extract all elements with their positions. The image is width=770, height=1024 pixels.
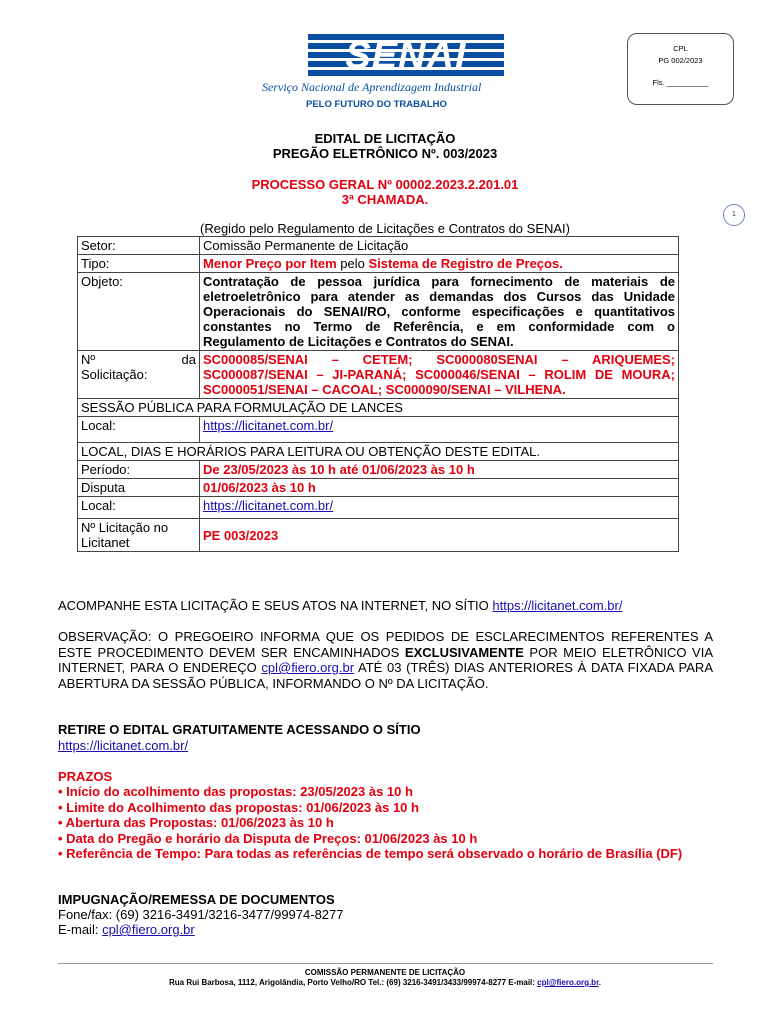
retire-title: RETIRE O EDITAL GRATUITAMENTE ACESSANDO O SÍTIO xyxy=(58,722,421,737)
local1-label: Local: xyxy=(78,417,200,443)
table-row-periodo xyxy=(78,461,679,479)
processo-title: PROCESSO GERAL Nº 00002.2023.2.201.01 xyxy=(251,177,519,192)
solicitacao-label-text: Solicitação: xyxy=(81,367,148,382)
periodo-label: Período: xyxy=(78,461,200,479)
observacao-email-link[interactable]: cpl@fiero.org.br xyxy=(261,660,355,675)
disputa-value: 01/06/2023 às 10 h xyxy=(200,479,679,497)
setor-value: Comissão Permanente de Licitação xyxy=(200,237,679,255)
senai-logo xyxy=(262,34,512,110)
senai-logo-word: SENAI xyxy=(345,35,467,77)
local1-link[interactable]: https://licitanet.com.br/ xyxy=(203,418,334,433)
footer-title: COMISSÃO PERMANENTE DE LICITAÇÃO xyxy=(304,968,466,977)
solicitacao-label-da: da xyxy=(181,352,196,367)
table-row-disputa xyxy=(78,479,679,497)
prazos-list xyxy=(58,784,713,862)
objeto-value: Contratação de pessoa jurídica para fornecimento de materiais de eletroeletrônico para atender as demandas dos Cursos das Unidade Operacionais do SENAI/RO, conforme especificações e quantitativos constantes no Termo de Referência, e em conformidade com o Regulamento de Licitações e Contratos do SENAI. xyxy=(200,273,679,351)
regido-note: (Regido pelo Regulamento de Licitações e Contratos do SENAI) xyxy=(200,221,570,236)
leitura-header: LOCAL, DIAS E HORÁRIOS PARA LEITURA OU OBTENÇÃO DESTE EDITAL. xyxy=(78,443,679,461)
table-row-sessao-header xyxy=(78,399,679,417)
prazo-item: • Abertura das Propostas: 01/06/2023 às 10 h xyxy=(58,815,334,830)
tipo-connector: pelo xyxy=(336,256,369,271)
impugnacao-email-label: E-mail: xyxy=(58,922,103,937)
table-row-setor xyxy=(78,237,679,255)
table-row-leitura-header xyxy=(78,443,679,461)
observacao-part1: OBSERVAÇÃO: O PREGOEIRO INFORMA QUE OS PEDIDOS DE ESCLARECIMENTOS REFERENTES A ESTE PROCEDIMENTO DEVEM SER ENCAMINHADOS xyxy=(58,629,713,660)
solicitacao-label-no: Nº xyxy=(81,352,96,367)
sessao-header: SESSÃO PÚBLICA PARA FORMULAÇÃO DE LANCES xyxy=(78,399,679,417)
footer-end: . xyxy=(598,978,601,987)
local2-value xyxy=(200,497,679,519)
objeto-label: Objeto: xyxy=(78,273,200,351)
impugnacao-email-line xyxy=(58,922,713,938)
page-number-marker: 1 xyxy=(723,204,745,226)
acompanhe-link[interactable]: https://licitanet.com.br/ xyxy=(492,598,623,613)
licitacao-label: Nº Licitação no Licitanet xyxy=(78,519,200,552)
impugnacao-title: IMPUGNAÇÃO/REMESSA DE DOCUMENTOS xyxy=(58,892,335,907)
cpl-stamp xyxy=(627,33,734,105)
impugnacao-email-link[interactable]: cpl@fiero.org.br xyxy=(102,922,195,937)
prazo-item: • Limite do Acolhimento das propostas: 01/06/2023 às 10 h xyxy=(58,799,419,815)
tipo-label: Tipo: xyxy=(78,255,200,273)
stamp-line-fls: Fls. __________ xyxy=(652,78,709,87)
tipo-menor-preco: Menor Preço por Item xyxy=(203,256,337,271)
local2-label: Local: xyxy=(78,497,200,519)
senai-logo-subtitle: Serviço Nacional de Aprendizagem Industrial xyxy=(262,80,482,94)
local2-link[interactable]: https://licitanet.com.br/ xyxy=(203,498,334,513)
chamada-title: 3ª CHAMADA. xyxy=(341,192,429,207)
table-row-local2 xyxy=(78,497,679,519)
retire-link-line xyxy=(58,738,713,754)
acompanhe-paragraph xyxy=(58,598,713,614)
prazo-item: • Início do acolhimento das propostas: 23/05/2023 às 10 h xyxy=(58,784,413,799)
solicitacao-value: SC000085/SENAI – CETEM; SC000080SENAI – ARIQUEMES; SC000087/SENAI – JI-PARANÁ; SC000046/SENAI – ROLIM DE MOURA; SC000051/SENAI – CACOAL; SC000090/SENAI – VILHENA. xyxy=(200,351,679,399)
stamp-line-pg: PG 002/2023 xyxy=(658,56,703,65)
prazos-title: PRAZOS xyxy=(58,769,113,784)
footer-address-text: Rua Rui Barbosa, 1112, Arigolândia, Porto Velho/RO Tel.: (69) 3216-3491/3433/99974-8277 E-mail: xyxy=(169,978,538,987)
observacao-paragraph xyxy=(58,629,713,691)
impugnacao-fone: Fone/fax: (69) 3216-3491/3216-3477/99974-8277 xyxy=(58,907,344,922)
table-row-local1 xyxy=(78,417,679,443)
footer-email-link[interactable]: cpl@fiero.org.br xyxy=(537,978,599,987)
tipo-value xyxy=(200,255,679,273)
senai-logo-motto: PELO FUTURO DO TRABALHO xyxy=(306,99,447,110)
retire-link[interactable]: https://licitanet.com.br/ xyxy=(58,738,189,753)
table-row-licitacao xyxy=(78,519,679,552)
periodo-value: De 23/05/2023 às 10 h até 01/06/2023 às 10 h xyxy=(200,461,679,479)
observacao-part3: ATÉ 03 (TRÊS) DIAS ANTERIORES À DATA FIXADA PARA ABERTURA DA SESSÃO PÚBLICA, INFORMANDO O Nº DA LICITAÇÃO. xyxy=(58,660,713,691)
senai-logo-mark xyxy=(308,34,504,78)
solicitacao-label xyxy=(78,351,200,399)
pregao-title: PREGÃO ELETRÔNICO Nº. 003/2023 xyxy=(272,146,498,161)
table-row-tipo xyxy=(78,255,679,273)
edital-info-table xyxy=(77,236,679,552)
acompanhe-text: ACOMPANHE ESTA LICITAÇÃO E SEUS ATOS NA INTERNET, NO SÍTIO xyxy=(58,598,493,613)
footer-divider xyxy=(58,963,713,964)
tipo-registro-precos: Sistema de Registro de Preços. xyxy=(368,256,563,271)
edital-title: EDITAL DE LICITAÇÃO xyxy=(314,131,456,146)
stamp-line-cpl: CPL xyxy=(673,44,688,53)
table-row-objeto xyxy=(78,273,679,351)
local1-value xyxy=(200,417,679,443)
prazo-item: • Data do Pregão e horário da Disputa de Preços: 01/06/2023 às 10 h xyxy=(58,830,478,846)
footer-address xyxy=(0,977,770,988)
prazo-item: • Referência de Tempo: Para todas as referências de tempo será observado o horário de Brasília (DF) xyxy=(58,846,683,861)
observacao-part2: POR MEIO ELETRÔNICO VIA INTERNET, PARA O ENDEREÇO xyxy=(58,644,713,675)
observacao-exclusivamente: EXCLUSIVAMENTE xyxy=(404,644,524,660)
licitacao-value: PE 003/2023 xyxy=(200,519,679,552)
disputa-label: Disputa xyxy=(78,479,200,497)
table-row-solicitacao xyxy=(78,351,679,399)
setor-label: Setor: xyxy=(78,237,200,255)
